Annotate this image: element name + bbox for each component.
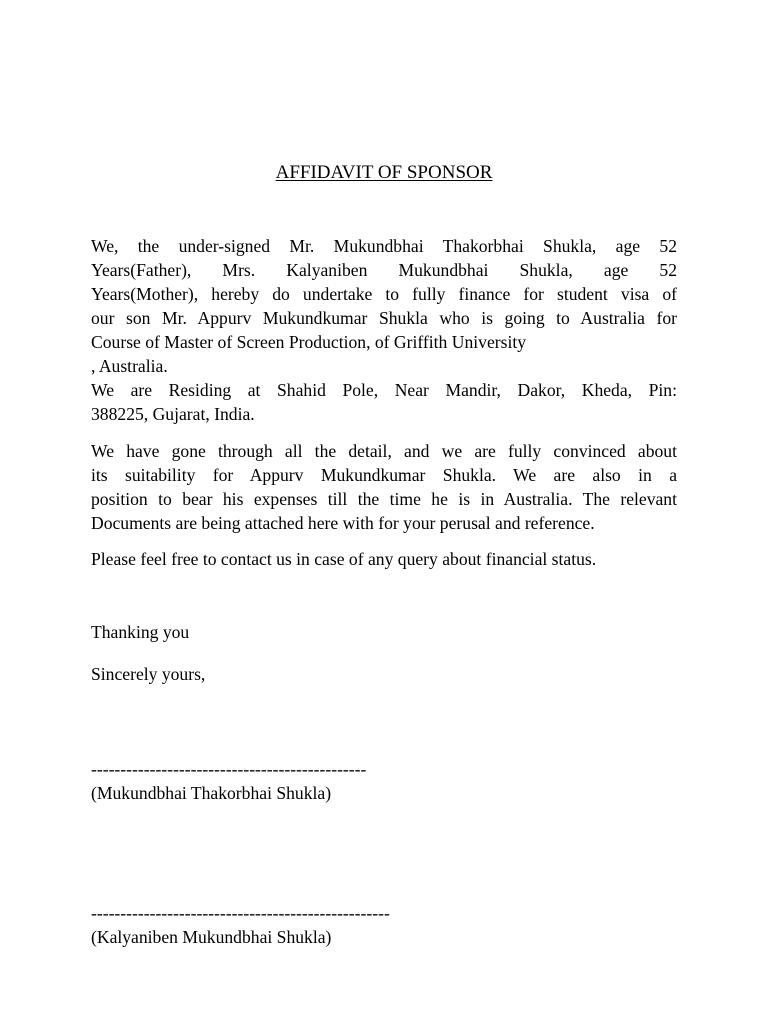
paragraph-line: our son Mr. Appurv Mukundkumar Shukla who is going to Australia for [91, 308, 677, 328]
paragraph-line: , Australia. [91, 356, 168, 376]
paragraph-sponsor-declaration [91, 234, 677, 426]
signatory-name-mother: (Kalyaniben Mukundbhai Shukla) [91, 927, 332, 947]
closing-line [91, 662, 677, 686]
signature-line-father: ----------------------------------------------- [91, 759, 367, 779]
paragraph-line: Years(Father), Mrs. Kalyaniben Mukundbhai Shukla, age 52 [91, 260, 677, 280]
paragraph-line: We are Residing at Shahid Pole, Near Mandir, Dakor, Kheda, Pin: [91, 380, 677, 400]
paragraph-line: We have gone through all the detail, and we are fully convinced about [91, 441, 677, 461]
paragraph-line: Please feel free to contact us in case of any query about financial status. [91, 549, 597, 569]
document-title [0, 161, 768, 185]
signature-line-mother: --------------------------------------------------- [91, 903, 390, 923]
paragraph-suitability [91, 439, 677, 535]
paragraph-line: Course of Master of Screen Production, of Griffith University [91, 332, 527, 352]
thanking-text: Thanking you [91, 622, 190, 642]
thanking-line [91, 620, 677, 644]
signatory-name-father: (Mukundbhai Thakorbhai Shukla) [91, 783, 332, 803]
closing-text: Sincerely yours, [91, 664, 206, 684]
paragraph-line: Years(Mother), hereby do undertake to fully finance for student visa of [91, 284, 677, 304]
paragraph-line: its suitability for Appurv Mukundkumar Shukla. We are also in a [91, 465, 677, 485]
paragraph-line: position to bear his expenses till the time he is in Australia. The relevant [91, 489, 677, 509]
paragraph-contact [91, 547, 677, 571]
paragraph-line: 388225, Gujarat, India. [91, 404, 255, 424]
document-title-text: AFFIDAVIT OF SPONSOR [275, 162, 493, 183]
paragraph-line: We, the under-signed Mr. Mukundbhai Thakorbhai Shukla, age 52 [91, 236, 677, 256]
paragraph-line: Documents are being attached here with for your perusal and reference. [91, 513, 595, 533]
